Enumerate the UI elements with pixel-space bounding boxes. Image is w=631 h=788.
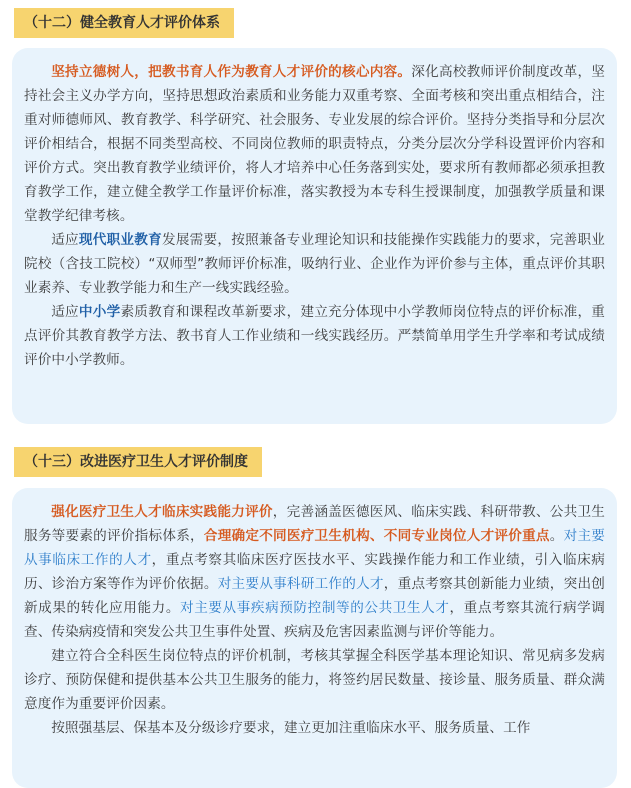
section-12-p2-highlight: 现代职业教育 [78,232,162,248]
section-13-paragraph-2: 建立符合全科医生岗位特点的评价机制，考核其掌握全科医学基本理论知识、常见病多发病诊疗、预防保健和提供基本公共卫生服务的能力，将签约居民数量、接诊量、服务质量、群众满意度作为重要评价因素。 [24,648,605,712]
section-12-p2-pre: 适应 [51,232,79,248]
section-13-paragraph-3: 按照强基层、保基本及分级诊疗要求，建立更加注重临床水平、服务质量、工作 [51,720,531,736]
section-13-p1-t5: ，重点考察其流行病学调查、传染病疫情和突发公共卫生事件处置、疾病及危害因素监测与评价等能力。 [24,600,605,640]
section-13-lead: 强化医疗卫生人才临床实践能力评价 [51,504,273,520]
section-12-p3-text: 素质教育和课程改革新要求，建立充分体现中小学教师岗位特点的评价标准，重点评价其教育教学方法、教书育人工作业绩和一线实践经历。严禁简单用学生升学率和考试成绩评价中小学教师。 [24,304,605,368]
section-13-research-highlight: 对主要从事科研工作的人才 [217,576,384,592]
section-12-paragraph-1 [24,60,605,228]
section-13-p1-t1: ，完善涵盖医德医风、临床实践、科研带教、公共卫生服务等要素的评价指标体系， [24,504,605,544]
section-13-title: （十三）改进医疗卫生人才评价制度 [14,447,262,477]
section-12-paragraph-2 [24,228,605,300]
section-13-clinical-highlight: 对主要从事临床工作的人才 [24,528,605,568]
section-13-p1-t3: ，重点考察其临床医疗医技水平、实践操作能力和工作业绩，引入临床病历、诊治方案等作为评价依据。 [24,552,606,592]
section-13-lead-2: 合理确定不同医疗卫生机构、不同专业岗位人才评价重点 [203,528,550,544]
section-13-p1-t4: ，重点考察其创新能力业绩，突出创新成果的转化应用能力。 [24,576,606,616]
section-12-title: （十二）健全教育人才评价体系 [14,8,234,38]
section-12-p2-text: 发展需要，按照兼备专业理论知识和技能操作实践能力的要求，完善职业院校（含技工院校）“双师型”教师评价标准，吸纳行业、企业作为评价参与主体，重点评价其职业素养、专业教学能力和生产一线实践经验。 [24,232,605,296]
section-13-panel [12,488,617,788]
section-13-paragraph-1 [24,500,605,644]
section-13-public-health-highlight: 对主要从事疾病预防控制等的公共卫生人才 [180,600,450,616]
section-12-p3-highlight: 中小学 [78,304,121,320]
section-12-p1-text: 深化高校教师评价制度改革，坚持社会主义办学方向，坚持思想政治素质和业务能力双重考察、全面考核和突出重点相结合，注重对师德师风、教育教学、科学研究、社会服务、专业发展的综合评价。坚持分类指导和分层次评价相结合，根据不同类型高校、不同岗位教师的职责特点，分类分层次分学科设置评价内容和评价方式。突出教育教学业绩评价，将人才培养中心任务落到实处，要求所有教师都必须承担教育教学工作，建立健全教学工作量评价标准，落实教授为本专科生授课制度，加强教学质量和课堂教学纪律考核。 [24,64,605,224]
section-12-p3-pre: 适应 [51,304,79,320]
section-12-lead: 坚持立德树人，把教书育人作为教育人才评价的核心内容。 [51,64,412,80]
section-12-paragraph-3 [24,300,605,372]
section-12-panel [12,48,617,424]
section-13-p1-t2: 。 [549,528,564,544]
